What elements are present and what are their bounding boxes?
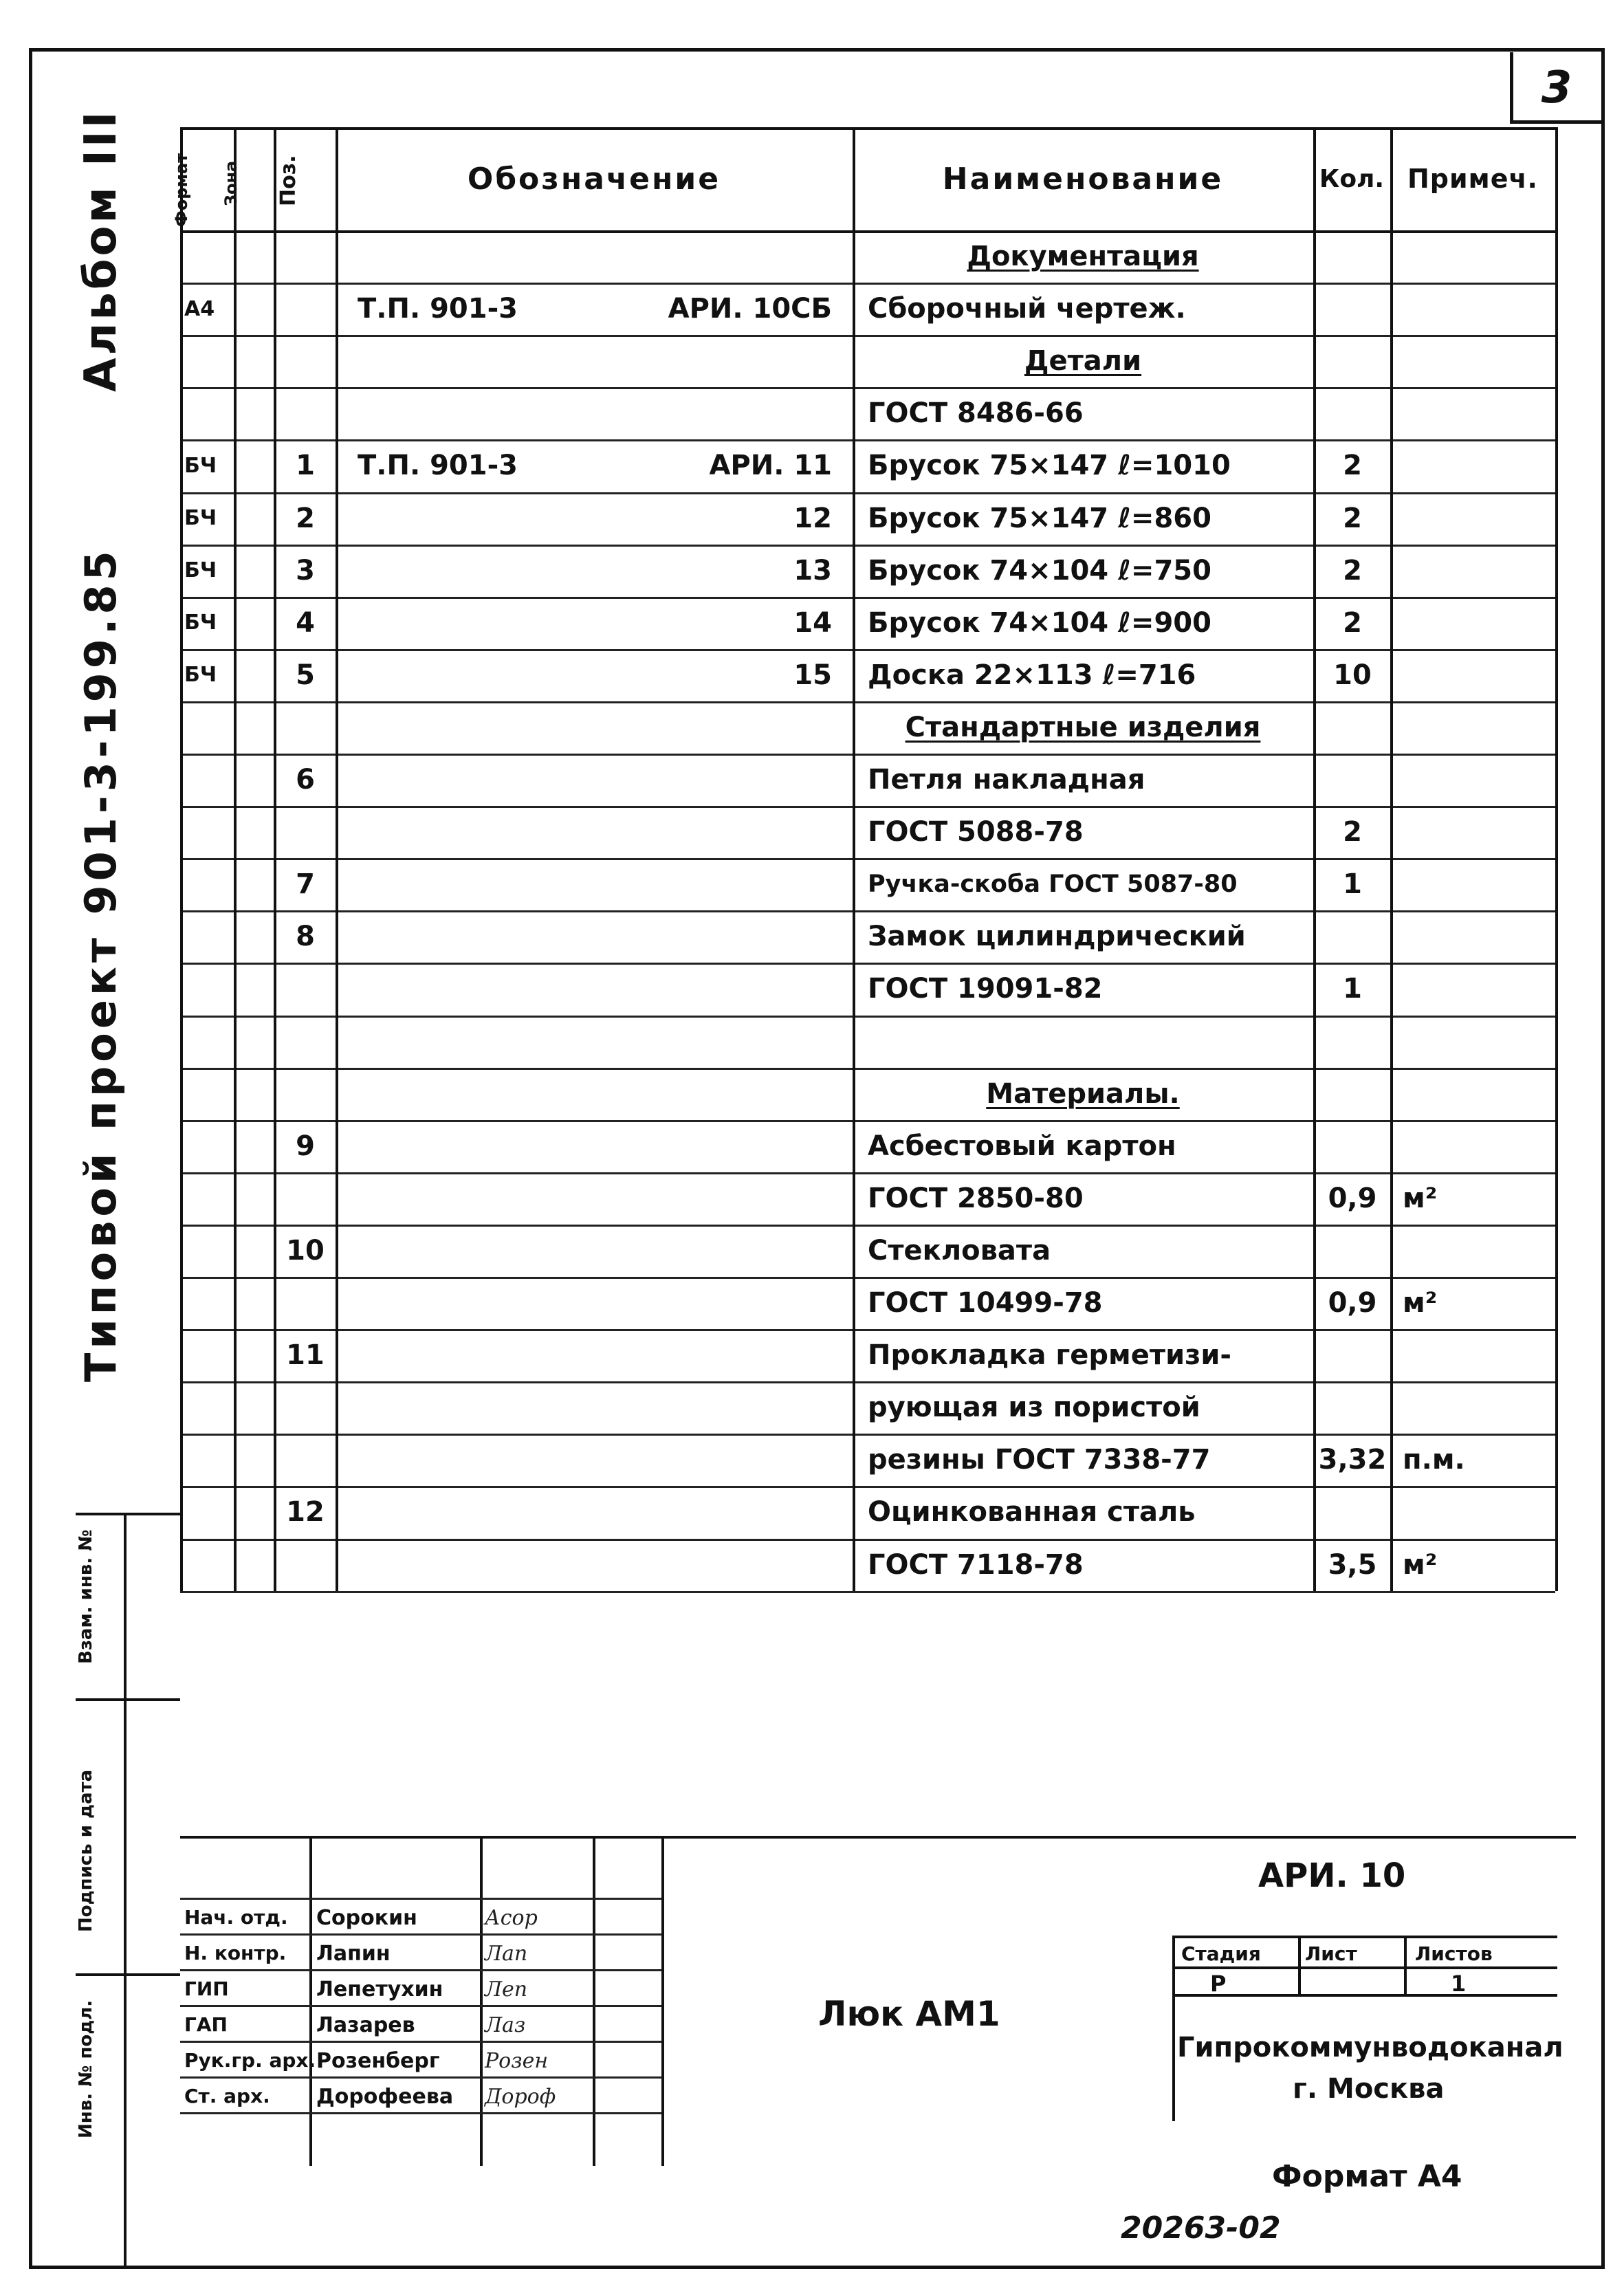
row-designation-b (605, 1225, 832, 1277)
row-name: рующая из пористой (868, 1392, 1200, 1424)
row-qty (1315, 230, 1390, 283)
row-pos (278, 387, 333, 439)
row-qty: 2 (1343, 502, 1362, 534)
row-format (184, 1068, 232, 1120)
left-stamp-label-signature: Подпись и дата (76, 1769, 96, 1932)
row-format (184, 1277, 232, 1329)
row-name: ГОСТ 10499-78 (868, 1287, 1103, 1319)
row-designation-b (605, 1381, 832, 1434)
row-designation-b (605, 387, 832, 439)
grid-line (1555, 127, 1558, 1591)
row-qty: 1 (1343, 973, 1362, 1005)
row-name: Оцинкованная сталь (868, 1496, 1196, 1528)
row-designation-b (605, 858, 832, 910)
row-designation-b (605, 1016, 832, 1068)
org-name: Гипрокоммунводоканал (1177, 2032, 1563, 2063)
row-designation-b (605, 1329, 832, 1381)
row-note (1403, 806, 1547, 858)
album-label: Альбом III (76, 109, 127, 392)
row-note (1403, 492, 1547, 545)
row-designation-b (605, 1539, 832, 1591)
row-pos (278, 1381, 333, 1434)
grid-line (1390, 127, 1393, 1591)
row-name: ГОСТ 8486-66 (868, 397, 1084, 430)
row-pos: 3 (296, 554, 315, 587)
grid-line (124, 1513, 127, 2269)
row-designation-a (358, 806, 605, 858)
row-designation-a (358, 910, 605, 963)
row-designation-a (358, 1329, 605, 1381)
grid-line (1172, 1966, 1557, 1969)
row-note (1403, 1381, 1547, 1434)
row-pos: 10 (286, 1234, 325, 1267)
row-note (1403, 1329, 1547, 1381)
row-qty: 3,5 (1328, 1548, 1377, 1581)
row-qty: 1 (1343, 868, 1362, 901)
grid-line (661, 1836, 664, 2166)
left-stamp-label-inventory: Инв. № подл. (76, 1999, 96, 2138)
grid-line (76, 1973, 180, 1976)
row-qty: 0,9 (1328, 1287, 1377, 1319)
title-code: АРИ. 10 (1258, 1856, 1406, 1895)
grid-line (309, 1836, 312, 2166)
row-designation-b (605, 701, 832, 754)
left-stamp-label-replaced: Взам. инв. № (76, 1529, 96, 1664)
row-qty (1315, 701, 1390, 754)
row-note (1403, 1016, 1547, 1068)
signer-signature: Лаз (485, 2013, 526, 2037)
row-note (1403, 754, 1547, 806)
row-pos (278, 1172, 333, 1225)
row-designation-a (358, 1539, 605, 1591)
row-designation-b: АРИ. 11 (709, 450, 832, 482)
row-qty: 2 (1343, 554, 1362, 587)
row-pos: 8 (296, 921, 315, 953)
row-format (184, 1434, 232, 1486)
sheet-label: Лист (1305, 1942, 1357, 1965)
row-designation-a (358, 649, 605, 701)
row-designation-b (605, 1486, 832, 1538)
row-designation-b: 15 (793, 659, 832, 691)
signer-role: Ст. арх. (184, 2085, 270, 2107)
grid-line (480, 1836, 483, 2166)
row-designation-b (605, 963, 832, 1015)
grid-line (180, 2005, 661, 2007)
row-qty (1315, 910, 1390, 963)
row-name: Документация (967, 241, 1199, 272)
signer-name: Лапин (316, 1942, 391, 1966)
row-designation-b (605, 910, 832, 963)
row-qty (1315, 754, 1390, 806)
grid-line (180, 1898, 661, 1900)
row-format (184, 335, 232, 387)
grid-line (593, 1836, 595, 2166)
row-format (184, 858, 232, 910)
row-designation-a (358, 545, 605, 597)
row-pos (278, 1016, 333, 1068)
grid-line (1298, 1936, 1301, 1994)
row-name: Петля накладная (868, 764, 1145, 796)
row-format (184, 1172, 232, 1225)
grid-line (180, 1591, 1555, 1593)
row-designation-b (605, 230, 832, 283)
signer-role: Н. контр. (184, 1942, 287, 1964)
signer-signature: Асор (485, 1906, 538, 1930)
signer-name: Дорофеева (316, 2085, 454, 2109)
row-note (1403, 335, 1547, 387)
signer-name: Лазарев (316, 2013, 415, 2037)
row-pos: 2 (296, 502, 315, 534)
row-name: Брусок 74×104 ℓ=900 (868, 606, 1211, 639)
signer-signature: Лап (485, 1942, 528, 1966)
row-pos: 12 (286, 1496, 325, 1528)
grid-line (234, 127, 237, 1591)
row-designation-b: АРИ. 10СБ (668, 293, 832, 325)
row-format: БЧ (184, 453, 217, 478)
row-format: БЧ (184, 558, 217, 583)
row-pos (278, 230, 333, 283)
row-pos (278, 283, 333, 335)
row-format (184, 754, 232, 806)
row-format (184, 1486, 232, 1538)
signer-role: Нач. отд. (184, 1906, 288, 1929)
header-name: Наименование (942, 161, 1224, 197)
grid-line (180, 2041, 661, 2043)
row-note (1403, 545, 1547, 597)
org-city: г. Москва (1293, 2073, 1445, 2105)
row-note (1403, 597, 1547, 649)
row-qty (1315, 1381, 1390, 1434)
grid-line (1172, 1936, 1175, 2121)
row-name: Доска 22×113 ℓ=716 (868, 659, 1196, 691)
row-designation-a (358, 754, 605, 806)
stage-label: Стадия (1181, 1942, 1261, 1965)
row-name: резины ГОСТ 7338-77 (868, 1444, 1211, 1476)
row-note (1403, 283, 1547, 335)
row-note: п.м. (1403, 1444, 1465, 1476)
row-designation-b: 12 (793, 502, 832, 534)
row-designation-a (358, 1016, 605, 1068)
row-qty: 0,9 (1328, 1182, 1377, 1214)
sheet-number: 3 (1541, 63, 1572, 113)
signer-role: Рук.гр. арх. (184, 2049, 316, 2072)
row-designation-a (358, 1172, 605, 1225)
row-pos (278, 701, 333, 754)
row-format: А4 (184, 296, 215, 321)
row-designation-a (358, 230, 605, 283)
row-note (1403, 963, 1547, 1015)
row-name: Замок цилиндрический (868, 921, 1246, 953)
row-designation-b: 14 (793, 606, 832, 639)
row-name: Сборочный чертеж. (868, 293, 1186, 325)
row-note (1403, 230, 1547, 283)
grid-line (180, 1969, 661, 1971)
row-pos (278, 1434, 333, 1486)
grid-line (180, 2076, 661, 2079)
row-format (184, 387, 232, 439)
row-name: Брусок 74×104 ℓ=750 (868, 554, 1211, 587)
row-qty: 2 (1343, 816, 1362, 848)
grid-line (180, 1933, 661, 1936)
row-note (1403, 1068, 1547, 1120)
row-name: Детали (1024, 345, 1142, 377)
row-designation-a (358, 963, 605, 1015)
row-pos: 5 (296, 659, 315, 691)
row-pos (278, 1277, 333, 1329)
row-name: ГОСТ 5088-78 (868, 816, 1084, 848)
row-designation-a (358, 1434, 605, 1486)
row-name: ГОСТ 19091-82 (868, 973, 1103, 1005)
project-label: Типовой проект 901-3-199.85 (76, 547, 126, 1382)
row-format: БЧ (184, 506, 217, 530)
row-format (184, 1539, 232, 1591)
row-qty: 2 (1343, 606, 1362, 639)
row-designation-a: Т.П. 901-3 (358, 450, 518, 482)
row-format (184, 701, 232, 754)
row-note: м² (1403, 1548, 1438, 1581)
row-pos (278, 335, 333, 387)
row-name: Прокладка герметизи- (868, 1339, 1231, 1372)
grid-line (180, 2112, 661, 2114)
row-format (184, 1016, 232, 1068)
row-name: ГОСТ 2850-80 (868, 1182, 1084, 1214)
row-designation-b (605, 335, 832, 387)
row-designation-a (358, 1381, 605, 1434)
row-name: Стандартные изделия (905, 711, 1261, 743)
row-designation-a (358, 1068, 605, 1120)
grid-line (1404, 1936, 1407, 1994)
row-designation-a (358, 701, 605, 754)
row-designation-a (358, 597, 605, 649)
stage-value: Р (1210, 1971, 1227, 1997)
row-format: БЧ (184, 663, 217, 688)
row-name: Ручка-скоба ГОСТ 5087-80 (868, 870, 1238, 899)
footer-format: Формат А4 (1272, 2159, 1462, 2194)
grid-line (76, 1698, 180, 1701)
row-qty (1315, 1486, 1390, 1538)
header-format: Формат (172, 153, 191, 227)
row-pos (278, 1539, 333, 1591)
row-pos: 11 (286, 1339, 325, 1372)
row-designation-b (605, 754, 832, 806)
signer-role: ГИП (184, 1977, 229, 2000)
row-format (184, 806, 232, 858)
row-name: Материалы. (986, 1077, 1180, 1110)
row-qty (1315, 387, 1390, 439)
row-note (1403, 649, 1547, 701)
row-qty (1315, 283, 1390, 335)
header-qty: Кол. (1319, 164, 1385, 193)
row-name: ГОСТ 7118-78 (868, 1548, 1084, 1581)
signer-name: Лепетухин (316, 1977, 443, 2002)
row-qty: 2 (1343, 450, 1362, 482)
row-designation-b (605, 806, 832, 858)
grid-line (274, 127, 276, 1591)
header-pos: Поз. (276, 155, 300, 206)
row-pos (278, 1068, 333, 1120)
row-qty (1315, 1016, 1390, 1068)
row-designation-a (358, 1225, 605, 1277)
row-designation-b (605, 1277, 832, 1329)
signer-signature: Розен (485, 2049, 549, 2073)
header-designation: Обозначение (467, 161, 721, 197)
signer-signature: Дороф (485, 2085, 556, 2109)
signer-name: Сорокин (316, 1906, 417, 1930)
row-note (1403, 701, 1547, 754)
row-note (1403, 1225, 1547, 1277)
grid-line (76, 1513, 180, 1515)
row-pos: 6 (296, 764, 315, 796)
row-format (184, 1381, 232, 1434)
signer-name: Розенберг (316, 2049, 440, 2073)
row-designation-a (358, 492, 605, 545)
row-note (1403, 1120, 1547, 1172)
grid-line (1172, 1936, 1557, 1938)
row-format (184, 1329, 232, 1381)
footer-inventory: 20263-02 (1121, 2211, 1281, 2246)
signer-signature: Леп (485, 1977, 528, 2002)
row-name: Брусок 75×147 ℓ=860 (868, 502, 1211, 534)
row-qty: 10 (1333, 659, 1372, 691)
row-designation-a (358, 335, 605, 387)
header-zone: Зона (221, 160, 241, 206)
row-format (184, 910, 232, 963)
row-pos: 1 (296, 450, 315, 482)
row-format (184, 963, 232, 1015)
header-note: Примеч. (1407, 164, 1538, 194)
row-designation-a (358, 1277, 605, 1329)
row-designation-b (605, 1172, 832, 1225)
row-pos: 7 (296, 868, 315, 901)
grid-line (180, 1836, 1576, 1839)
grid-line (180, 127, 183, 1591)
row-note (1403, 1486, 1547, 1538)
row-designation-a (358, 1120, 605, 1172)
row-qty (1315, 1068, 1390, 1120)
row-designation-b (605, 1068, 832, 1120)
row-pos (278, 806, 333, 858)
row-pos: 9 (296, 1130, 315, 1162)
row-format (184, 1225, 232, 1277)
row-qty (1315, 1329, 1390, 1381)
row-note (1403, 858, 1547, 910)
row-qty (1315, 1120, 1390, 1172)
row-note: м² (1403, 1287, 1438, 1319)
row-qty (1315, 335, 1390, 387)
row-pos (278, 963, 333, 1015)
signer-role: ГАП (184, 2013, 228, 2036)
title-product: Люк АМ1 (818, 1994, 1000, 2034)
row-designation-b: 13 (793, 554, 832, 587)
sheets-value: 1 (1451, 1971, 1467, 1997)
row-format (184, 230, 232, 283)
row-format (184, 1120, 232, 1172)
row-designation-b (605, 1434, 832, 1486)
row-designation-b (605, 1120, 832, 1172)
row-name (868, 1016, 1308, 1068)
row-name: Брусок 75×147 ℓ=1010 (868, 450, 1231, 482)
sheets-label: Листов (1415, 1942, 1493, 1965)
row-designation-a (358, 387, 605, 439)
row-designation-a (358, 858, 605, 910)
row-note: м² (1403, 1182, 1438, 1214)
row-qty: 3,32 (1318, 1444, 1387, 1476)
row-name: Асбестовый картон (868, 1130, 1176, 1162)
row-designation-a: Т.П. 901-3 (358, 293, 518, 325)
row-note (1403, 387, 1547, 439)
grid-line (336, 127, 338, 1591)
row-name: Стекловата (868, 1234, 1051, 1267)
row-designation-a (358, 1486, 605, 1538)
row-format: БЧ (184, 611, 217, 635)
row-qty (1315, 1225, 1390, 1277)
row-note (1403, 439, 1547, 492)
row-note (1403, 910, 1547, 963)
grid-line (1172, 1994, 1557, 1997)
row-pos: 4 (296, 606, 315, 639)
